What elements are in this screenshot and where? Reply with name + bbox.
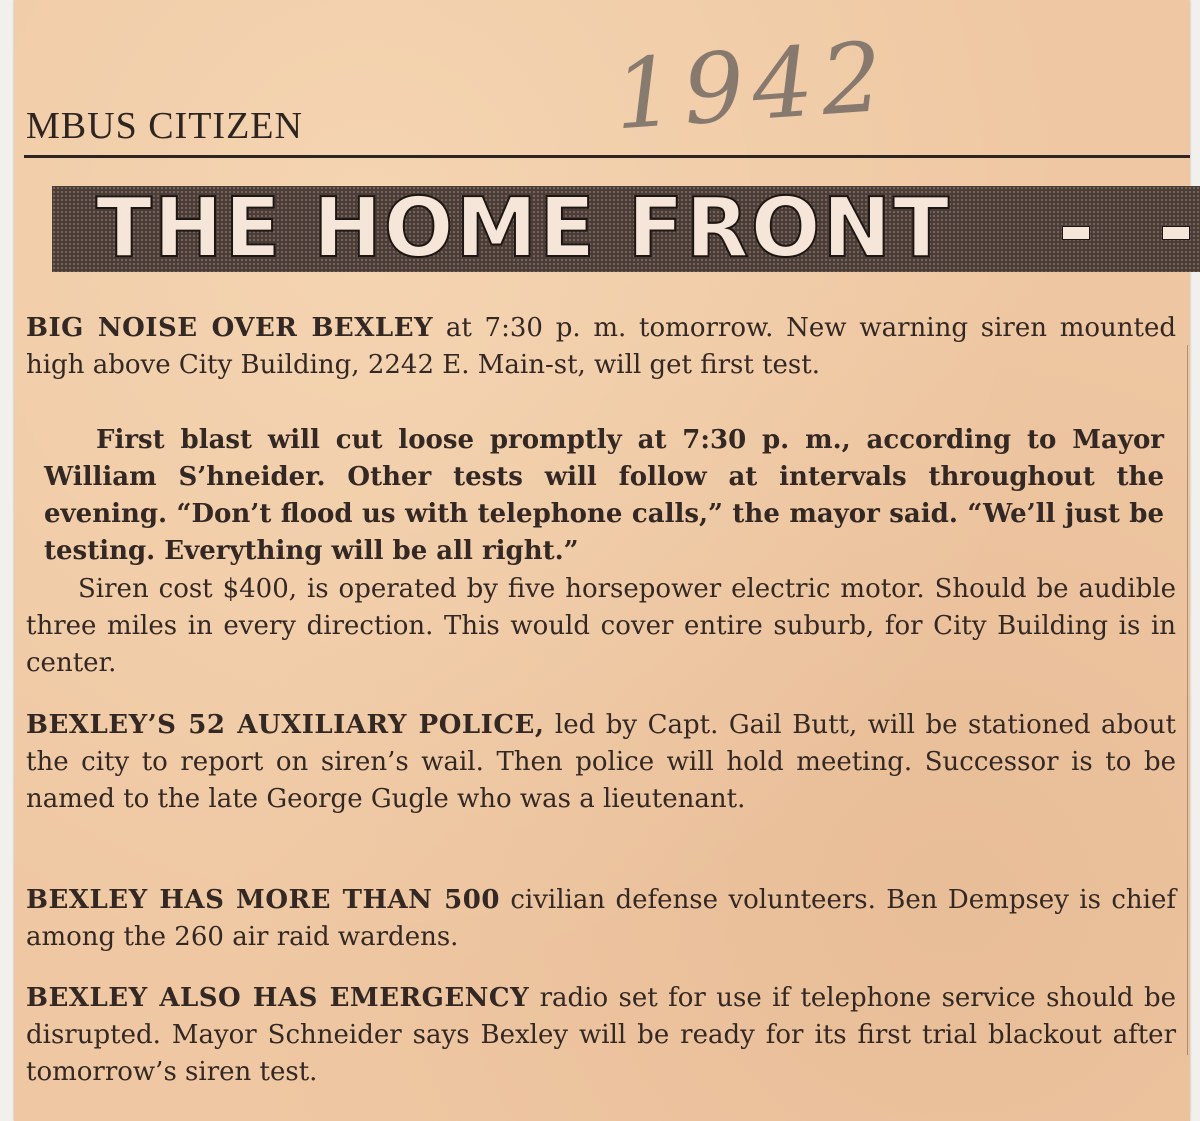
masthead: MBUS CITIZEN [26, 105, 303, 147]
paragraph-auxiliary-police [26, 707, 1176, 818]
lead-in: BEXLEY’S 52 AUXILIARY POLICE, [26, 710, 545, 740]
newspaper-clipping [14, 0, 1190, 1121]
section-banner [52, 186, 1200, 272]
banner-title: THE HOME FRONT [96, 186, 952, 272]
paragraph-siren-cost [26, 571, 1176, 682]
paragraph-text: radio set for use if telephone service should be disrupted. Mayor Schneider says Bexley will be ready for its first trial blackout after tomorrow’s siren test. [26, 983, 1176, 1087]
paragraph-text: First blast will cut loose promptly at 7:30 p. m., according to Mayor William S’hneider. Other tests will follow at intervals throughout the evening. “Don’t flood us with telephone calls,” the mayor said. “We’ll just be testing. Everything will be all right.” [44, 425, 1164, 566]
banner-dash [1162, 226, 1190, 240]
paragraph-text: civilian defense volunteers. Ben Dempsey is chief among the 260 air raid wardens. [26, 885, 1176, 952]
paragraph-text: led by Capt. Gail Butt, will be stationed about the city to report on siren’s wail. Then police will hold meeting. Successor is to be named to the late George Gugle who was a lieutenant. [26, 710, 1176, 814]
handwritten-year: 1942 [610, 20, 894, 152]
paragraph-emergency-radio [26, 980, 1176, 1091]
paragraph-big-noise [26, 310, 1176, 384]
paragraph-text: at 7:30 p. m. tomorrow. New warning siren mounted high above City Building, 2242 E. Main-st, will get first test. [26, 313, 1176, 380]
lead-in: BIG NOISE OVER BEXLEY [26, 313, 434, 343]
paragraph-volunteers [26, 882, 1176, 956]
lead-in: BEXLEY ALSO HAS EMERGENCY [26, 983, 530, 1013]
masthead-rule [24, 155, 1190, 158]
paragraph-mayor-quote [44, 422, 1164, 570]
paragraph-text: Siren cost $400, is operated by five horsepower electric motor. Should be audible three miles in every direction. This would cover entire suburb, for City Building is in center. [26, 574, 1176, 678]
banner-dash [1062, 226, 1090, 240]
lead-in: BEXLEY HAS MORE THAN 500 [26, 885, 500, 915]
column-rule [1187, 345, 1188, 1055]
